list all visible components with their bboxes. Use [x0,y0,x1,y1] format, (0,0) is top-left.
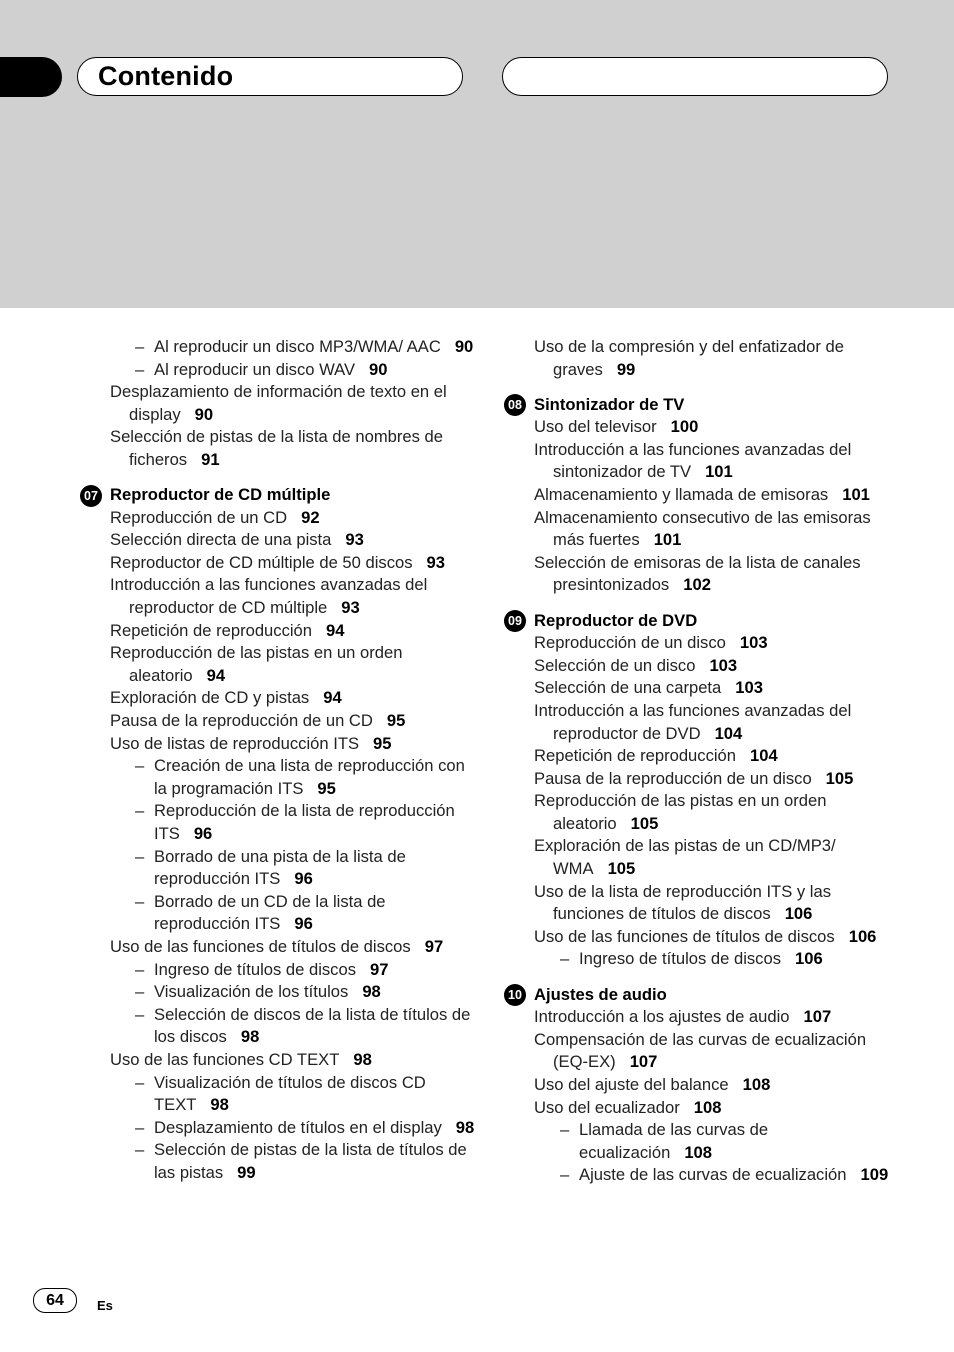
toc-entry[interactable] [504,1074,904,1097]
toc-page-number: 95 [373,733,392,753]
toc-entry[interactable] [80,552,480,575]
section-title[interactable] [504,610,904,633]
dash-bullet: – [135,359,145,379]
toc-page-number: 92 [301,507,320,527]
toc-left-column [80,336,480,1184]
toc-entry-text: Pausa de la reproducción de un disco [534,768,812,788]
toc-entry-text: Introducción a los ajustes de audio [534,1007,790,1027]
toc-page-number: 90 [194,404,214,424]
toc-entry[interactable] [80,642,480,687]
toc-entry[interactable] [80,1072,480,1117]
dash-bullet: – [560,949,570,969]
dash-bullet: – [135,982,145,1002]
toc-page-number: 95 [386,711,406,730]
toc-entry-text: Selección de pistas de la lista de nombres de ficheros [110,427,443,469]
dash-bullet: – [135,337,145,356]
toc-page-number: 105 [607,859,636,879]
toc-page-number: 103 [735,678,763,698]
toc-entry[interactable] [80,1117,480,1140]
toc-entry-text: Reproducción de un CD [110,507,288,527]
toc-entry-text: Pausa de la reproducción de un CD [110,711,373,730]
toc-entry-text: Compensación de las curvas de ecualización (EQ-EX) [534,1029,867,1072]
toc-entry[interactable] [504,507,904,552]
toc-entry-text: Repetición de reproducción [534,746,737,766]
toc-entry-text: Uso del ecualizador [534,1097,680,1117]
dash-bullet: – [560,1165,570,1185]
dash-bullet: – [135,1072,145,1092]
toc-entry[interactable] [504,745,904,768]
toc-entry-text: Borrado de un CD de la lista de reproducción ITS [154,891,386,934]
toc-entry[interactable] [504,677,904,700]
toc-entry[interactable] [504,926,904,949]
toc-entry-text: Reproducción de un disco [534,633,726,653]
toc-entry-text: Repetición de reproducción [110,620,313,640]
toc-page-number: 96 [294,914,313,934]
toc-entry[interactable] [80,359,480,382]
toc-entry-text: Borrado de una pista de la lista de reproducción ITS [154,846,406,889]
language-code: Es [97,1298,113,1313]
toc-entry[interactable] [504,632,904,655]
toc-page-number: 103 [739,633,768,653]
section-title[interactable] [504,394,904,417]
section-title-text: Sintonizador de TV [534,394,685,414]
toc-page-number: 104 [714,723,743,743]
toc-page-number: 109 [860,1165,889,1185]
toc-entry[interactable] [80,891,480,936]
chapter-number-badge: 09 [504,610,526,632]
toc-entry[interactable] [504,948,904,971]
toc-page-number: 105 [630,813,659,833]
dash-bullet: – [135,756,145,776]
toc-entry-text: Desplazamiento de información de texto en el display [110,382,447,424]
toc-page-number: 93 [345,530,364,550]
toc-page-number: 101 [705,462,733,482]
toc-entry-text: Uso de la lista de reproducción ITS y las funciones de títulos de discos [534,881,831,924]
toc-entry[interactable] [80,574,480,619]
toc-entry-text: Desplazamiento de títulos en el display [154,1117,442,1137]
toc-entry-text: Visualización de títulos de discos CD TEXT [154,1072,426,1115]
toc-page-number: 98 [362,982,381,1002]
toc-entry-text: Ingreso de títulos de discos [579,949,782,969]
toc-page-number: 99 [616,359,636,379]
toc-entry[interactable] [504,700,904,745]
toc-page-number: 94 [326,620,345,640]
toc-entry[interactable] [80,507,480,530]
toc-entry[interactable] [504,484,904,507]
toc-page-number: 101 [842,485,870,505]
toc-entry[interactable] [504,835,904,880]
toc-page-number: 108 [693,1097,722,1117]
toc-entry-text: Introducción a las funciones avanzadas del sintonizador de TV [534,439,852,482]
toc-entry[interactable] [504,439,904,484]
toc-page-number: 96 [193,823,213,843]
toc-entry[interactable] [80,426,480,471]
toc-page-number: 97 [370,959,389,979]
toc-entry-text: Al reproducir un disco MP3/WMA/ AAC [154,337,441,356]
toc-entry-text: Selección de pistas de la lista de títulos de las pistas [154,1140,467,1182]
toc-entry[interactable] [504,881,904,926]
header-band [0,0,954,308]
toc-entry[interactable] [80,981,480,1004]
toc-entry[interactable] [80,1004,480,1049]
toc-entry-text: Selección de discos de la lista de títulos de los discos [154,1004,471,1047]
toc-page-number: 102 [683,575,711,595]
toc-entry[interactable] [80,846,480,891]
toc-page-number: 105 [825,768,854,788]
toc-page-number: 106 [784,904,813,924]
toc-section [80,484,480,1184]
toc-entry-text: Uso de listas de reproducción ITS [110,733,360,753]
toc-page-number: 104 [750,746,778,766]
section-title-text: Reproductor de CD múltiple [110,485,331,505]
toc-page-number: 98 [353,1049,372,1069]
toc-page-number: 100 [670,417,699,437]
toc-entry[interactable] [504,336,904,381]
toc-entry-text: Reproductor de CD múltiple de 50 discos [110,552,413,572]
section-title[interactable] [504,984,904,1007]
toc-right-column [504,336,904,1187]
dash-bullet: – [135,891,145,911]
toc-page-number: 106 [795,949,823,969]
toc-page-number: 108 [684,1142,713,1162]
section-title-text: Reproductor de DVD [534,610,698,630]
dash-bullet: – [135,1140,145,1160]
toc-entry[interactable] [80,936,480,959]
toc-page-number: 93 [426,552,445,572]
toc-entry[interactable] [504,1097,904,1120]
toc-page-number: 98 [455,1117,475,1137]
dash-bullet: – [135,959,145,979]
toc-entry-text: Uso de la compresión y del enfatizador de graves [534,337,844,379]
blank-title-frame [502,57,888,96]
section-title-text: Ajustes de audio [534,984,667,1004]
toc-page-number: 93 [341,598,360,618]
toc-entry[interactable] [504,768,904,791]
toc-entry-text: Uso de las funciones CD TEXT [110,1049,340,1069]
toc-entry-text: Al reproducir un disco WAV [154,359,356,379]
toc-page-number: 94 [206,665,226,685]
toc-entry[interactable] [504,1164,904,1187]
toc-entry-text: Exploración de las pistas de un CD/MP3/ WMA [534,836,836,879]
toc-entry[interactable] [80,1139,480,1184]
toc-entry-text: Uso de las funciones de títulos de discos [534,926,835,946]
chapter-number-badge: 07 [80,485,102,507]
toc-entry-text: Introducción a las funciones avanzadas del reproductor de CD múltiple [110,575,428,618]
toc-page-number: 94 [323,688,342,708]
toc-page-number: 97 [424,936,444,956]
toc-entry-text: Selección de una carpeta [534,678,722,698]
toc-section [504,984,904,1187]
toc-entry-text: Reproducción de las pistas en un orden aleatorio [110,643,403,685]
toc-entry-text: Ingreso de títulos de discos [154,959,357,979]
toc-entry[interactable] [80,529,480,552]
toc-entry[interactable] [80,336,480,359]
toc-page-number: 106 [848,926,877,946]
toc-page-number: 99 [237,1162,256,1182]
toc-entry[interactable] [80,959,480,982]
page-title: Contenido [98,61,234,91]
toc-page-number: 96 [294,869,313,889]
dash-bullet: – [135,801,145,821]
toc-entry-text: Ajuste de las curvas de ecualización [579,1165,847,1185]
toc-page-number: 98 [210,1095,229,1115]
toc-entry[interactable] [80,755,480,800]
toc-entry[interactable] [80,710,480,733]
toc-entry-text: Uso del televisor [534,417,657,437]
toc-entry[interactable] [504,416,904,439]
toc-entry[interactable] [80,687,480,710]
toc-section [504,610,904,972]
toc-page-number: 90 [454,337,474,356]
toc-page-number: 107 [803,1007,832,1027]
section-tab-marker [0,57,62,97]
toc-page-number: 95 [317,778,336,798]
toc-entry-text: Uso del ajuste del balance [534,1074,729,1094]
toc-entry[interactable] [504,1119,904,1164]
toc-page-number: 98 [240,1027,260,1047]
toc-entry-text: Visualización de los títulos [154,982,349,1002]
dash-bullet: – [135,1117,145,1137]
toc-page-number: 108 [742,1074,771,1094]
title-frame [77,57,463,96]
toc-entry-text: Introducción a las funciones avanzadas del reproductor de DVD [534,700,852,743]
toc-entry-text: Reproducción de las pistas en un orden aleatorio [534,791,827,833]
toc-entry[interactable] [80,381,480,426]
toc-entry[interactable] [504,1006,904,1029]
toc-page-number: 107 [629,1052,658,1072]
toc-entry-text: Almacenamiento y llamada de emisoras [534,485,829,505]
toc-entry-text: Llamada de las curvas de ecualización [579,1120,769,1162]
toc-entry[interactable] [504,790,904,835]
toc-entry[interactable] [504,552,904,597]
toc-page-number: 103 [709,655,738,675]
toc-entry-text: Almacenamiento consecutivo de las emisoras más fuertes [534,507,871,550]
chapter-number-badge: 10 [504,984,526,1006]
dash-bullet: – [560,1120,570,1140]
toc-section [504,394,904,597]
toc-entry[interactable] [80,1049,480,1072]
toc-entry[interactable] [80,733,480,756]
dash-bullet: – [135,1004,145,1024]
toc-entry-text: Selección de un disco [534,655,696,675]
toc-entry-text: Reproducción de la lista de reproducción ITS [154,801,455,843]
toc-entry[interactable] [504,655,904,678]
toc-entry-text: Exploración de CD y pistas [110,688,310,708]
toc-page-number: 101 [653,530,682,550]
section-title[interactable] [80,484,480,507]
page-number: 64 [33,1288,77,1313]
toc-entry[interactable] [504,1029,904,1074]
toc-section [504,336,904,381]
toc-entry[interactable] [80,620,480,643]
toc-entry-text: Selección directa de una pista [110,530,332,550]
toc-entry-text: Selección de emisoras de la lista de canales presintonizados [534,552,861,595]
toc-entry-text: Uso de las funciones de títulos de discos [110,936,411,956]
chapter-number-badge: 08 [504,394,526,416]
toc-page-number: 91 [201,449,220,469]
toc-section [80,336,480,472]
toc-entry[interactable] [80,800,480,845]
toc-entry-text: Creación de una lista de reproducción con la programación ITS [154,756,465,798]
toc-page-number: 90 [369,359,388,379]
dash-bullet: – [135,846,145,866]
